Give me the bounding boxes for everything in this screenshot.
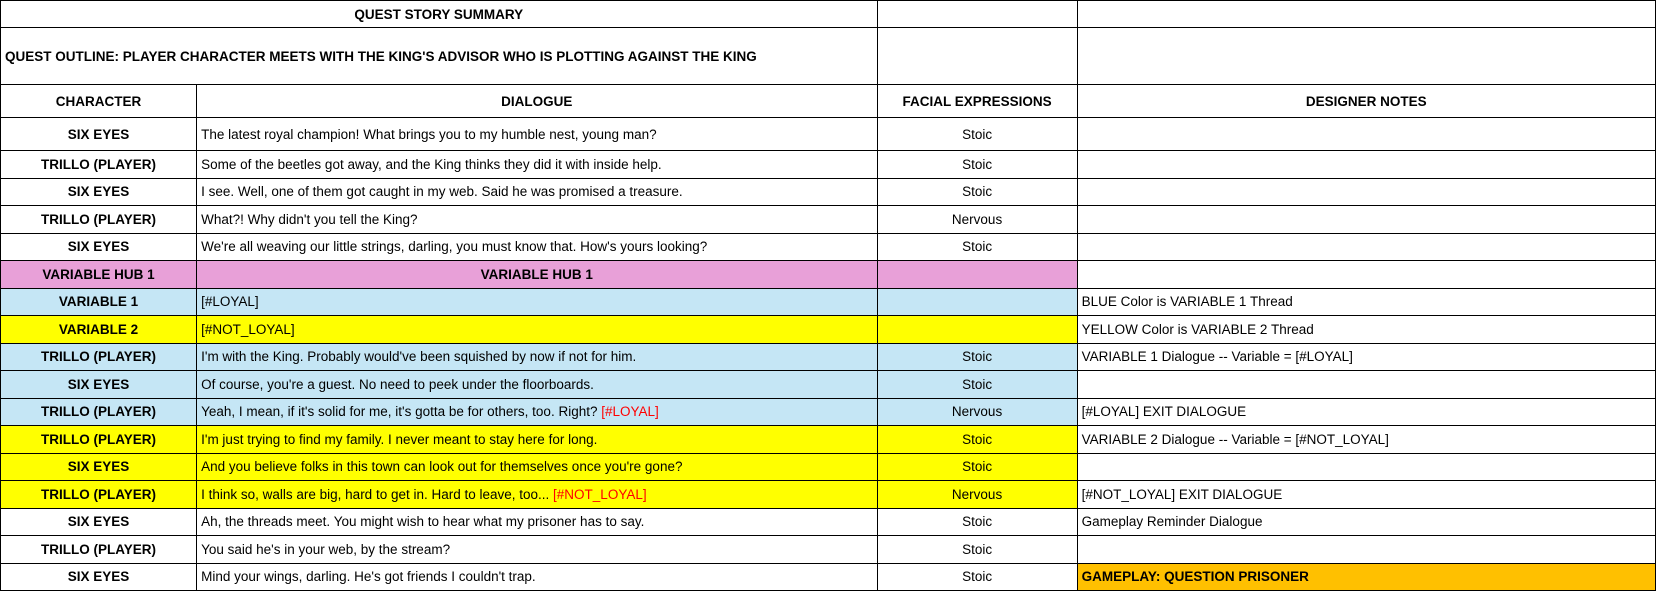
designer-note-cell: VARIABLE 2 Dialogue -- Variable = [#NOT_LOYAL] xyxy=(1077,426,1655,454)
table-row xyxy=(1,536,1656,564)
designer-note-cell xyxy=(1077,453,1655,481)
facial-expression-cell xyxy=(877,288,1077,316)
table-row xyxy=(1,398,1656,426)
facial-expression-cell xyxy=(877,261,1077,289)
facial-expression-cell: Stoic xyxy=(877,151,1077,179)
character-cell: VARIABLE HUB 1 xyxy=(1,261,197,289)
dialogue-variable-tag: [#LOYAL] xyxy=(601,404,659,420)
designer-note-cell: [#NOT_LOYAL] EXIT DIALOGUE xyxy=(1077,481,1655,509)
dialogue-cell: We're all weaving our little strings, darling, you must know that. How's yours looking? xyxy=(197,233,877,261)
designer-note-cell xyxy=(1077,233,1655,261)
table-row xyxy=(1,178,1656,206)
character-cell: TRILLO (PLAYER) xyxy=(1,426,197,454)
dialogue-cell: And you believe folks in this town can look out for themselves once you're gone? xyxy=(197,453,877,481)
character-cell: TRILLO (PLAYER) xyxy=(1,206,197,234)
column-header-dialogue: DIALOGUE xyxy=(197,85,877,118)
designer-note-cell xyxy=(1077,206,1655,234)
facial-expression-cell: Stoic xyxy=(877,233,1077,261)
facial-expression-cell: Nervous xyxy=(877,206,1077,234)
table-row xyxy=(1,371,1656,399)
facial-expression-cell: Stoic xyxy=(877,453,1077,481)
character-cell: VARIABLE 1 xyxy=(1,288,197,316)
quest-outline-text: QUEST OUTLINE: PLAYER CHARACTER MEETS WITH THE KING'S ADVISOR WHO IS PLOTTING AGAINST THE KING xyxy=(1,28,878,85)
character-cell: SIX EYES xyxy=(1,453,197,481)
designer-note-cell: Gameplay Reminder Dialogue xyxy=(1077,508,1655,536)
designer-note-cell xyxy=(1077,178,1655,206)
outline-row-spacer-1 xyxy=(877,28,1077,85)
facial-expression-cell: Stoic xyxy=(877,536,1077,564)
table-row xyxy=(1,563,1656,591)
dialogue-cell: You said he's in your web, by the stream? xyxy=(197,536,877,564)
designer-note-cell xyxy=(1077,118,1655,151)
column-header-facial-expressions: FACIAL EXPRESSIONS xyxy=(877,85,1077,118)
facial-expression-cell: Stoic xyxy=(877,343,1077,371)
facial-expression-cell xyxy=(877,316,1077,344)
table-row xyxy=(1,508,1656,536)
designer-note-cell: GAMEPLAY: QUESTION PRISONER xyxy=(1077,563,1655,591)
title-row xyxy=(1,1,1656,28)
dialogue-text: I think so, walls are big, hard to get in. Hard to leave, too... xyxy=(201,486,554,502)
character-cell: SIX EYES xyxy=(1,178,197,206)
column-header-designer-notes: DESIGNER NOTES xyxy=(1077,85,1655,118)
dialogue-variable-tag: [#NOT_LOYAL] xyxy=(553,486,647,502)
column-header-character: CHARACTER xyxy=(1,85,197,118)
table-row xyxy=(1,118,1656,151)
dialogue-cell: I'm just trying to find my family. I never meant to stay here for long. xyxy=(197,426,877,454)
designer-note-cell: [#LOYAL] EXIT DIALOGUE xyxy=(1077,398,1655,426)
designer-note-cell: VARIABLE 1 Dialogue -- Variable = [#LOYAL] xyxy=(1077,343,1655,371)
facial-expression-cell: Stoic xyxy=(877,371,1077,399)
character-cell: TRILLO (PLAYER) xyxy=(1,398,197,426)
table-row xyxy=(1,343,1656,371)
facial-expression-cell: Nervous xyxy=(877,398,1077,426)
designer-note-cell xyxy=(1077,261,1655,289)
facial-expression-cell: Stoic xyxy=(877,563,1077,591)
title-row-spacer-1 xyxy=(877,1,1077,28)
dialogue-cell xyxy=(197,481,877,509)
table-row xyxy=(1,206,1656,234)
dialogue-cell: VARIABLE HUB 1 xyxy=(197,261,877,289)
facial-expression-cell: Nervous xyxy=(877,481,1077,509)
facial-expression-cell: Stoic xyxy=(877,118,1077,151)
dialogue-cell: What?! Why didn't you tell the King? xyxy=(197,206,877,234)
character-cell: TRILLO (PLAYER) xyxy=(1,536,197,564)
designer-note-cell: YELLOW Color is VARIABLE 2 Thread xyxy=(1077,316,1655,344)
quest-story-summary-title: QUEST STORY SUMMARY xyxy=(1,1,878,28)
character-cell: TRILLO (PLAYER) xyxy=(1,343,197,371)
character-cell: VARIABLE 2 xyxy=(1,316,197,344)
title-row-spacer-2 xyxy=(1077,1,1655,28)
dialogue-cell: Mind your wings, darling. He's got friends I couldn't trap. xyxy=(197,563,877,591)
character-cell: SIX EYES xyxy=(1,371,197,399)
designer-note-cell xyxy=(1077,371,1655,399)
facial-expression-cell: Stoic xyxy=(877,178,1077,206)
outline-row xyxy=(1,28,1656,85)
table-row xyxy=(1,288,1656,316)
dialogue-cell: [#LOYAL] xyxy=(197,288,877,316)
table-row xyxy=(1,453,1656,481)
character-cell: SIX EYES xyxy=(1,233,197,261)
table-row xyxy=(1,261,1656,289)
character-cell: SIX EYES xyxy=(1,563,197,591)
dialogue-text: Yeah, I mean, if it's solid for me, it's gotta be for others, too. Right? xyxy=(201,404,602,420)
table-row xyxy=(1,426,1656,454)
dialogue-cell: Some of the beetles got away, and the King thinks they did it with inside help. xyxy=(197,151,877,179)
dialogue-cell xyxy=(197,398,877,426)
dialogue-cell: I see. Well, one of them got caught in my web. Said he was promised a treasure. xyxy=(197,178,877,206)
character-cell: SIX EYES xyxy=(1,508,197,536)
table-row xyxy=(1,151,1656,179)
outline-row-spacer-2 xyxy=(1077,28,1655,85)
facial-expression-cell: Stoic xyxy=(877,508,1077,536)
dialogue-cell: I'm with the King. Probably would've been squished by now if not for him. xyxy=(197,343,877,371)
table-row xyxy=(1,233,1656,261)
table-row xyxy=(1,481,1656,509)
character-cell: TRILLO (PLAYER) xyxy=(1,151,197,179)
dialogue-cell: The latest royal champion! What brings you to my humble nest, young man? xyxy=(197,118,877,151)
dialogue-cell: Ah, the threads meet. You might wish to hear what my prisoner has to say. xyxy=(197,508,877,536)
table-row xyxy=(1,316,1656,344)
column-header-row xyxy=(1,85,1656,118)
facial-expression-cell: Stoic xyxy=(877,426,1077,454)
sheet-body xyxy=(1,1,1656,591)
dialogue-cell: Of course, you're a guest. No need to peek under the floorboards. xyxy=(197,371,877,399)
character-cell: TRILLO (PLAYER) xyxy=(1,481,197,509)
designer-note-cell xyxy=(1077,536,1655,564)
dialogue-cell: [#NOT_LOYAL] xyxy=(197,316,877,344)
designer-note-cell xyxy=(1077,151,1655,179)
designer-note-cell: BLUE Color is VARIABLE 1 Thread xyxy=(1077,288,1655,316)
character-cell: SIX EYES xyxy=(1,118,197,151)
